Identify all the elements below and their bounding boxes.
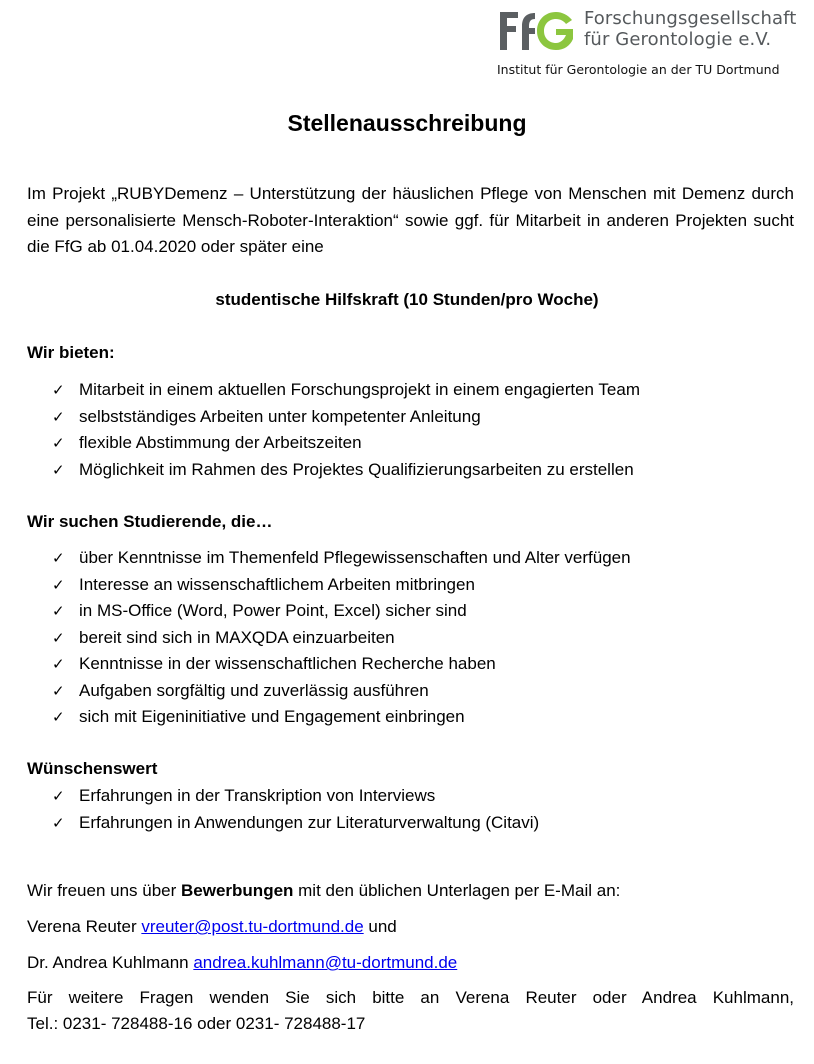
list-item: ✓ bereit sind sich in MAXQDA einzuarbeiten — [52, 625, 631, 652]
check-icon: ✓ — [52, 434, 65, 452]
list-item: ✓ selbstständiges Arbeiten unter kompetenter Anleitung — [52, 404, 640, 431]
check-icon: ✓ — [52, 681, 65, 700]
list-item: ✓ flexible Abstimmung der Arbeitszeiten — [52, 430, 640, 457]
check-icon: ✓ — [52, 407, 65, 426]
contact-person-1: Verena Reuter vreuter@post.tu-dortmund.de und — [27, 917, 397, 936]
check-icon: ✓ — [52, 787, 65, 805]
list-item: ✓ Interesse an wissenschaftlichem Arbeiten mitbringen — [52, 572, 631, 599]
check-icon: ✓ — [52, 708, 65, 726]
questions-line-1: Für weitere Fragen wenden Sie sich bitte an Verena Reuter oder Andrea Kuhlmann, — [27, 988, 794, 1007]
check-icon: ✓ — [52, 628, 65, 647]
list-item: ✓ Aufgaben sorgfältig und zuverlässig ausführen — [52, 678, 631, 705]
logo-text — [584, 8, 796, 50]
list-item: ✓ Erfahrungen in der Transkription von Interviews — [52, 783, 539, 810]
seek-list — [52, 545, 631, 731]
seek-heading: Wir suchen Studierende, die… — [27, 512, 273, 531]
apply-line: Wir freuen uns über Bewerbungen mit den üblichen Unterlagen per E-Mail an: — [27, 881, 621, 900]
intro-paragraph: Im Projekt „RUBYDemenz – Unterstützung der häuslichen Pflege von Menschen mit Demenz durch eine personalisierte Mensch-Roboter-Interaktion“ sowie ggf. für Mitarbeit in anderen Projekten sucht die FfG ab 01.04.2020 oder später eine — [27, 184, 794, 256]
institute-name: Institut für Gerontologie an der TU Dortmund — [497, 62, 780, 77]
email-link-kuhlmann[interactable]: andrea.kuhlmann@tu-dortmund.de — [193, 953, 458, 972]
list-item: ✓ Mitarbeit in einem aktuellen Forschungsprojekt in einem engagierten Team — [52, 377, 640, 404]
list-item: ✓ sich mit Eigeninitiative und Engagement einbringen — [52, 704, 631, 731]
list-item: ✓ in MS-Office (Word, Power Point, Excel) sicher sind — [52, 598, 631, 625]
logo-line-2: für Gerontologie e.V. — [584, 29, 772, 50]
desirable-heading: Wünschenswert — [27, 759, 158, 778]
ffg-logo — [498, 6, 798, 54]
list-item: ✓ Kenntnisse in der wissenschaftlichen Recherche haben — [52, 651, 631, 678]
offer-list — [52, 377, 640, 483]
check-icon: ✓ — [52, 813, 65, 832]
check-icon: ✓ — [52, 602, 65, 620]
apply-bold: Bewerbungen — [181, 881, 294, 900]
check-icon: ✓ — [52, 549, 65, 567]
contact-person-2: Dr. Andrea Kuhlmann andrea.kuhlmann@tu-dortmund.de — [27, 953, 458, 972]
ffg-logo-mark — [498, 6, 576, 54]
check-icon: ✓ — [52, 575, 65, 594]
questions-paragraph — [27, 985, 794, 1037]
position-title: studentische Hilfskraft (10 Stunden/pro Woche) — [215, 290, 599, 309]
check-icon: ✓ — [52, 381, 65, 399]
logo-line-1: Forschungsgesellschaft — [584, 8, 797, 29]
list-item: ✓ Möglichkeit im Rahmen des Projektes Qualifizierungsarbeiten zu erstellen — [52, 457, 640, 484]
questions-line-2: Tel.: 0231- 728488-16 oder 0231- 728488-17 — [27, 1014, 366, 1033]
desirable-list — [52, 783, 539, 836]
check-icon: ✓ — [52, 460, 65, 479]
offer-heading: Wir bieten: — [27, 343, 115, 362]
check-icon: ✓ — [52, 655, 65, 673]
email-link-reuter[interactable]: vreuter@post.tu-dortmund.de — [141, 917, 364, 936]
page-title: Stellenausschreibung — [287, 110, 527, 136]
list-item: ✓ über Kenntnisse im Themenfeld Pflegewissenschaften und Alter verfügen — [52, 545, 631, 572]
list-item: ✓ Erfahrungen in Anwendungen zur Literaturverwaltung (Citavi) — [52, 810, 539, 837]
